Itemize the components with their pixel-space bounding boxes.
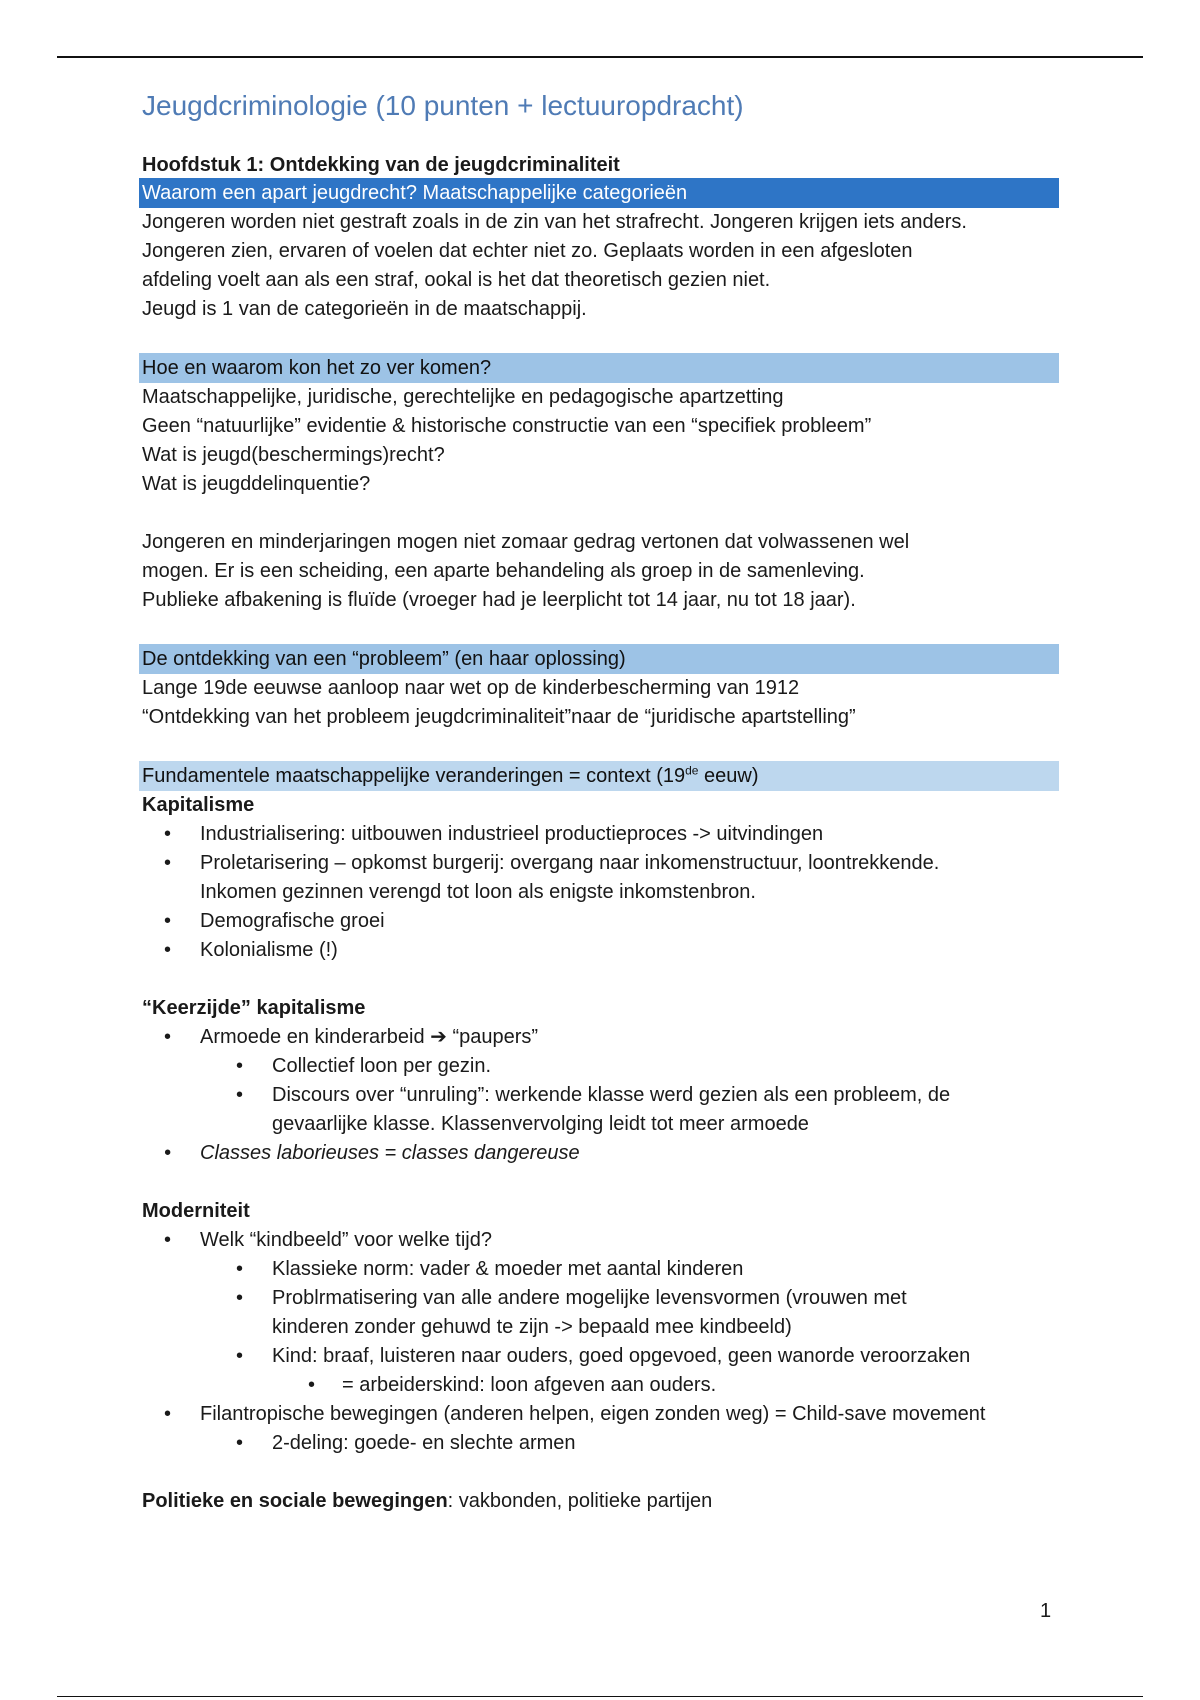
subheading-moderniteit: Moderniteit: [142, 1200, 250, 1222]
list-item: • Industrialisering: uitbouwen industrieel productieproces -> uitvindingen: [142, 820, 1062, 849]
list-item: • Kind: braaf, luisteren naar ouders, goed opgevoed, geen wanorde veroorzaken: [142, 1342, 1062, 1371]
paragraph-line: Wat is jeugddelinquentie?: [142, 473, 371, 495]
list-item: • Kolonialisme (!): [142, 936, 1062, 965]
list-item: • Demografische groei: [142, 907, 1062, 936]
section-heading-hoe-waarom: Hoe en waarom kon het zo ver komen?: [139, 353, 1059, 383]
paragraph-line: Wat is jeugd(beschermings)recht?: [142, 444, 445, 466]
paragraph-line: Jeugd is 1 van de categorieën in de maatschappij.: [142, 298, 587, 320]
section-heading-jeugdrecht: Waarom een apart jeugdrecht? Maatschappelijke categorieën: [139, 178, 1059, 208]
bottom-rule: [57, 1696, 1143, 1697]
list-item: • = arbeiderskind: loon afgeven aan ouders.: [142, 1371, 1062, 1400]
paragraph-line: Lange 19de eeuwse aanloop naar wet op de kinderbescherming van 1912: [142, 677, 800, 699]
list-item: • Klassieke norm: vader & moeder met aantal kinderen: [142, 1255, 1062, 1284]
list-item: • Classes laborieuses = classes dangereuse: [142, 1139, 1062, 1168]
subheading-keerzijde: “Keerzijde” kapitalisme: [142, 997, 366, 1019]
paragraph-line: mogen. Er is een scheiding, een aparte behandeling als groep in de samenleving.: [142, 560, 865, 582]
politieke-bewegingen-line: Politieke en sociale bewegingen: vakbonden, politieke partijen: [142, 1490, 713, 1512]
list-item: • Discours over “unruling”: werkende klasse werd gezien als een probleem, de gevaarlijke klasse. Klassenvervolging leidt tot meer armoede: [142, 1081, 1062, 1139]
top-rule: [57, 56, 1143, 58]
paragraph-line: Jongeren zien, ervaren of voelen dat echter niet zo. Geplaats worden in een afgesloten: [142, 240, 913, 262]
kapitalisme-list: [142, 820, 1062, 965]
list-item: • Welk “kindbeeld” voor welke tijd?: [142, 1226, 1062, 1255]
document-title: Jeugdcriminologie (10 punten + lectuuropdracht): [142, 90, 744, 121]
list-item: • Filantropische bewegingen (anderen helpen, eigen zonden weg) = Child-save movement: [142, 1400, 1062, 1429]
paragraph-line: “Ontdekking van het probleem jeugdcriminaliteit”naar de “juridische apartstelling”: [142, 706, 856, 728]
section-heading-ontdekking: De ontdekking van een “probleem” (en haar oplossing): [139, 644, 1059, 674]
paragraph-line: Geen “natuurlijke” evidentie & historische constructie van een “specifiek probleem”: [142, 415, 872, 437]
chapter-heading: Hoofdstuk 1: Ontdekking van de jeugdcriminaliteit: [142, 154, 620, 176]
paragraph-line: Publieke afbakening is fluïde (vroeger had je leerplicht tot 14 jaar, nu tot 18 jaar).: [142, 589, 856, 611]
paragraph-line: Jongeren worden niet gestraft zoals in de zin van het strafrecht. Jongeren krijgen iets anders.: [142, 211, 967, 233]
keerzijde-list: [142, 1023, 1062, 1168]
paragraph-line: afdeling voelt aan als een straf, ookal is het dat theoretisch gezien niet.: [142, 269, 771, 291]
section-heading-context: Fundamentele maatschappelijke veranderingen = context (19de eeuw): [139, 761, 1059, 791]
list-item: • Proletarisering – opkomst burgerij: overgang naar inkomenstructuur, loontrekkende. Inkomen gezinnen verengd tot loon als enigste inkomstenbron.: [142, 849, 1062, 907]
list-item: • Collectief loon per gezin.: [142, 1052, 1062, 1081]
subheading-kapitalisme: Kapitalisme: [142, 794, 255, 816]
paragraph-line: Jongeren en minderjaringen mogen niet zomaar gedrag vertonen dat volwassenen wel: [142, 531, 910, 553]
page-number: 1: [1040, 1600, 1052, 1622]
list-item: • 2-deling: goede- en slechte armen: [142, 1429, 1062, 1458]
moderniteit-list: [142, 1226, 1062, 1458]
list-item: • Armoede en kinderarbeid ➔ “paupers”: [142, 1023, 1062, 1052]
paragraph-line: Maatschappelijke, juridische, gerechtelijke en pedagogische apartzetting: [142, 386, 784, 408]
list-item: • Problrmatisering van alle andere mogelijke levensvormen (vrouwen met kinderen zonder gehuwd te zijn -> bepaald mee kindbeeld): [142, 1284, 1062, 1342]
document-page: [142, 88, 1062, 1516]
